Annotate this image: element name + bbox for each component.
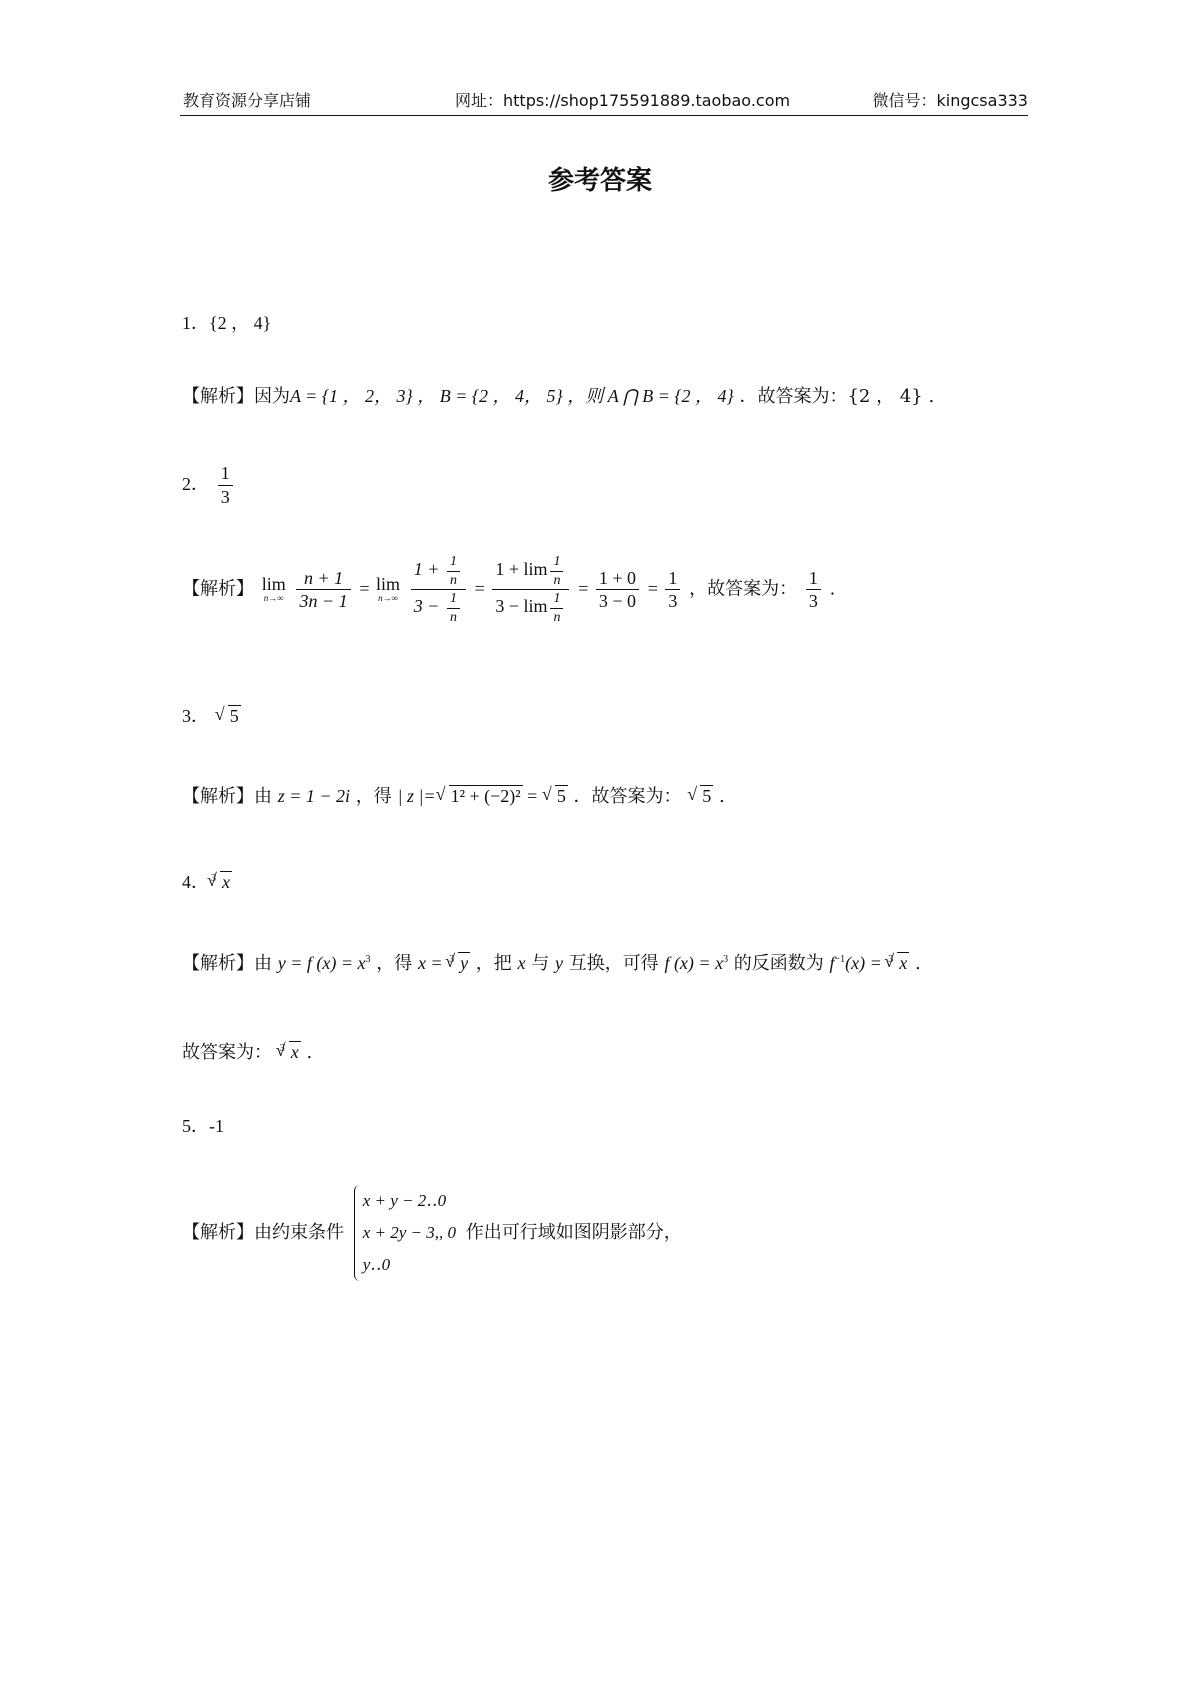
q5-analysis: 【解析】由约束条件 x + y − 2‥0 x + 2y − 3,, 0 y‥0 作出可行域如图阴影部分， (182, 1185, 682, 1281)
q1-analysis: 【解析】因为A = {1 ， 2， 3} ， B = {2 ， 4， 5} ，则 A ⋂ B = {2 ， 4} ．故答案为：{2 ， 4} . (182, 386, 935, 407)
sqrt-symbol: √ 5 (217, 706, 241, 727)
q3-answer: 3． √ 5 (182, 702, 241, 728)
q2-analysis: 【解析】 lim n→∞ $\frac{n + 1}{3n - 1}$ = lim n→∞ 1 + $\frac{1}{n}$ 3 − $\frac{1}{n}$ = 1 + lim $\frac{1}{n}$ 3 − lim $\frac{1}{n}$ = $\frac{1 + 0}{3 - 0}$ = $\frac{1}{3}$ ，故答案为： $\frac{1}{3}$ . (182, 554, 836, 625)
q1-answer: 1．{2 ， 4} (182, 313, 272, 333)
constraint-system: x + y − 2‥0 x + 2y − 3,, 0 y‥0 (354, 1185, 456, 1281)
page-title: 参考答案 (547, 166, 652, 196)
q2-answer: 2． $\frac{1}{3}$ (182, 462, 236, 508)
header-divider (180, 115, 1028, 116)
header-wechat: 微信号：kingcsa333 (872, 91, 1028, 110)
q3-analysis: 【解析】由 z = 1 − 2i ，得 | z |=√ 1² + (−2)² = √ 5 ．故答案为： √ 5 . (182, 782, 725, 808)
header-shop-name: 教育资源分享店铺 (183, 91, 312, 110)
analysis-label: 【解析】 (182, 386, 254, 407)
page-header (180, 84, 1028, 114)
q4-analysis: 【解析】由 y = f $(x) = x^3$ ，得 x = $^3$√ y ，把 x 与 y 互换，可得 f $(x) = x^3$ 的反函数为 $f^{-1}(x) = ^3√$ x . (182, 949, 921, 975)
q4-answer: 4． $^3$√ x (182, 868, 232, 894)
q5-answer: 5．-1 (182, 1116, 224, 1136)
fraction: $\frac{1}{3}$ (218, 462, 233, 508)
header-url[interactable]: 网址：https://shop175591889.taobao.com (455, 91, 791, 110)
q4-conclusion: 故答案为： $^3$√ x . (182, 1038, 312, 1064)
